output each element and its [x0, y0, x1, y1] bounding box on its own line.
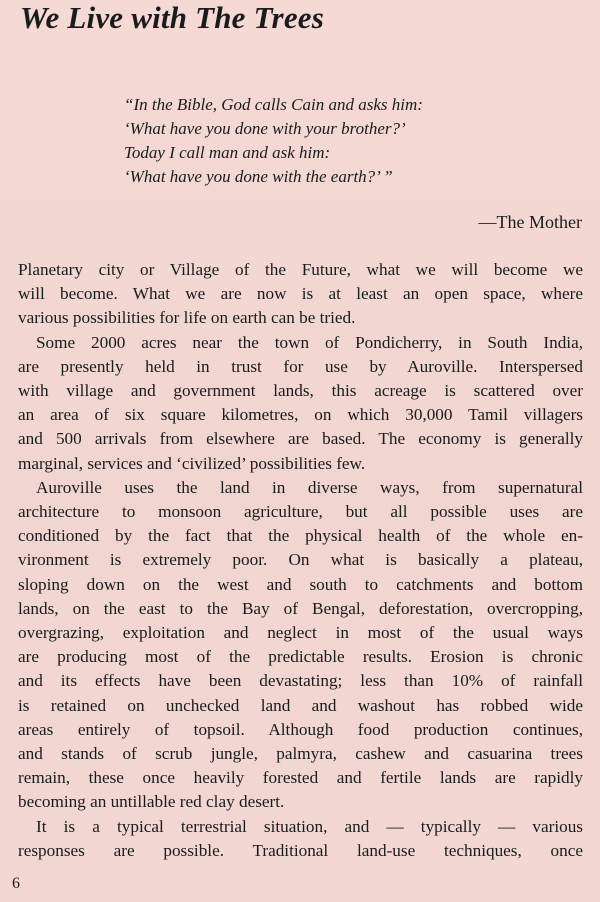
body-line: and stands of scrub jungle, palmyra, cashew and casuarina trees	[18, 744, 583, 764]
epigraph-quote	[124, 93, 554, 189]
body-line: with village and government lands, this acreage is scattered over	[18, 381, 583, 401]
epigraph-line: Today I call man and ask him:	[124, 143, 331, 162]
page-title: We Live with The Trees	[20, 0, 325, 35]
body-line: various possibilities for life on earth can be tried.	[18, 308, 356, 328]
epigraph-line: ‘What have you done with the earth?’ ”	[124, 167, 393, 186]
body-line: overgrazing, exploitation and neglect in most of the usual ways	[18, 623, 583, 643]
page-number: 6	[12, 875, 20, 892]
body-line: architecture to monsoon agriculture, but all possible uses are	[18, 502, 583, 522]
body-line: becoming an untillable red clay desert.	[18, 792, 285, 812]
body-line: remain, these once heavily forested and fertile lands are rapidly	[18, 768, 583, 788]
body-line: conditioned by the fact that the physical health of the whole en-	[18, 526, 583, 546]
body-line: will become. What we are now is at least an open space, where	[18, 284, 583, 304]
body-line: responses are possible. Traditional land-use techniques, once	[18, 840, 583, 860]
body-line: Auroville uses the land in diverse ways, from supernatural	[36, 477, 583, 497]
body-line: Some 2000 acres near the town of Pondicherry, in South India,	[36, 332, 583, 352]
epigraph-line: “In the Bible, God calls Cain and asks him:	[124, 95, 423, 114]
body-line: are presently held in trust for use by Auroville. Interspersed	[18, 356, 583, 376]
epigraph-line: ‘What have you done with your brother?’	[124, 119, 406, 138]
body-line: lands, on the east to the Bay of Bengal, deforestation, overcropping,	[18, 598, 583, 618]
body-line: an area of six square kilometres, on which 30,000 Tamil villagers	[18, 405, 583, 425]
body-line: areas entirely of topsoil. Although food production continues,	[18, 719, 583, 739]
body-line: sloping down on the west and south to catchments and bottom	[18, 574, 583, 594]
body-line: are producing most of the predictable results. Erosion is chronic	[18, 647, 583, 667]
body-line: and 500 arrivals from elsewhere are based. The economy is generally	[18, 429, 583, 449]
body-line: Planetary city or Village of the Future, what we will become we	[18, 260, 583, 279]
body-line: vironment is extremely poor. On what is basically a plateau,	[18, 550, 583, 570]
body-text	[18, 258, 583, 863]
body-line: and its effects have been devastating; less than 10% of rainfall	[18, 671, 583, 691]
epigraph-attribution: —The Mother	[478, 212, 582, 232]
body-line: is retained on unchecked land and washout has robbed wide	[18, 695, 583, 715]
body-line: It is a typical terrestrial situation, and — typically — various	[36, 816, 583, 836]
body-line: marginal, services and ‘civilized’ possibilities few.	[18, 453, 366, 473]
